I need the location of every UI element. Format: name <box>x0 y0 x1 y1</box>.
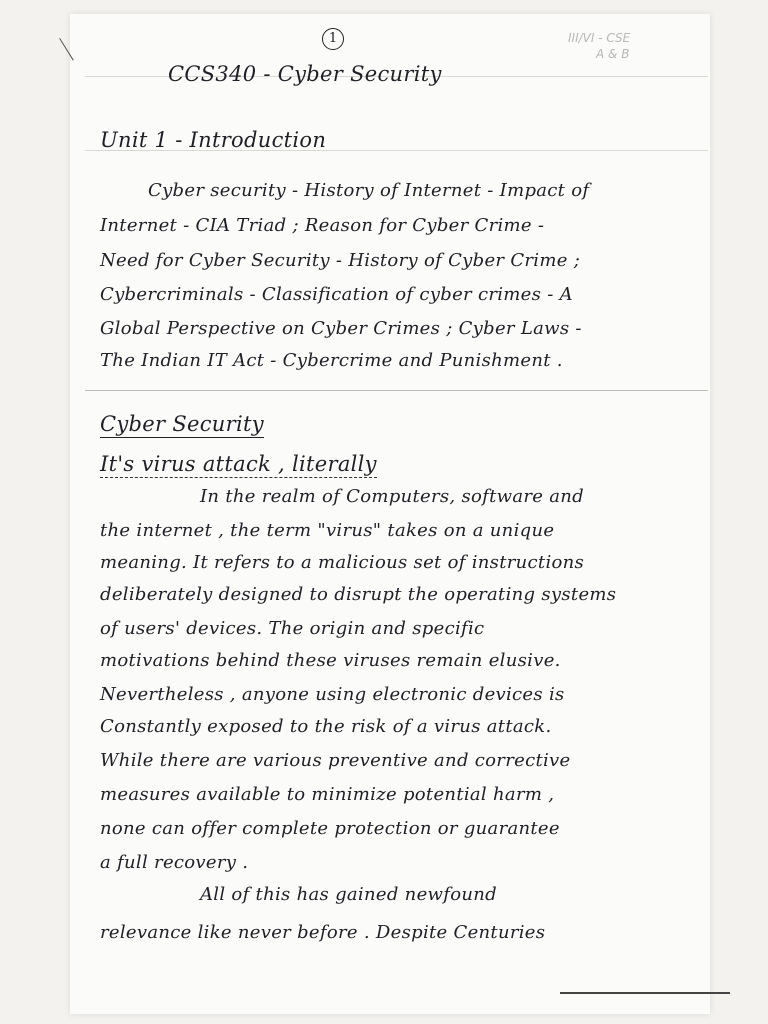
section-heading <box>100 412 264 436</box>
section-heading-text: Cyber Security <box>100 412 264 436</box>
syllabus-line: Cyber security - History of Internet - Impact of <box>148 180 590 201</box>
body-line: Nevertheless , anyone using electronic devices is <box>100 684 565 705</box>
body-line: All of this has gained newfound <box>200 884 497 905</box>
body-line: relevance like never before . Despite Centuries <box>100 922 546 943</box>
body-line: none can offer complete protection or guarantee <box>100 818 560 839</box>
body-line: Constantly exposed to the risk of a virus attack. <box>100 716 552 737</box>
syllabus-line: Need for Cyber Security - History of Cyber Crime ; <box>100 250 581 271</box>
body-line: measures available to minimize potential harm , <box>100 784 555 805</box>
margin-note <box>568 30 630 62</box>
syllabus-line: Internet - CIA Triad ; Reason for Cyber Crime - <box>100 215 545 236</box>
unit-heading-text: Unit 1 - Introduction <box>100 128 327 152</box>
syllabus-line: Global Perspective on Cyber Crimes ; Cyber Laws - <box>100 318 582 339</box>
section-divider <box>85 390 708 391</box>
unit-heading <box>100 128 326 152</box>
margin-note-line: A & B <box>596 47 630 61</box>
body-line: In the realm of Computers, software and <box>200 486 584 507</box>
body-line: a full recovery . <box>100 852 249 873</box>
syllabus-line: The Indian IT Act - Cybercrime and Punishment . <box>100 350 563 371</box>
course-title: CCS340 - Cyber Security <box>168 62 442 86</box>
body-line: of users' devices. The origin and specific <box>100 618 485 639</box>
subheading <box>100 452 377 476</box>
subheading-text: It's virus attack , literally <box>100 452 377 476</box>
body-line: the internet , the term "virus" takes on a unique <box>100 520 555 541</box>
page-number: 1 <box>322 28 344 50</box>
body-line: meaning. It refers to a malicious set of instructions <box>100 552 585 573</box>
margin-note-line: III/VI - CSE <box>568 31 631 45</box>
body-line: deliberately designed to disrupt the operating systems <box>100 584 617 605</box>
syllabus-line: Cybercriminals - Classification of cyber crimes - A <box>100 284 573 305</box>
body-line: motivations behind these viruses remain elusive. <box>100 650 561 671</box>
body-line: While there are various preventive and corrective <box>100 750 571 771</box>
page-edge-mark <box>560 992 730 994</box>
